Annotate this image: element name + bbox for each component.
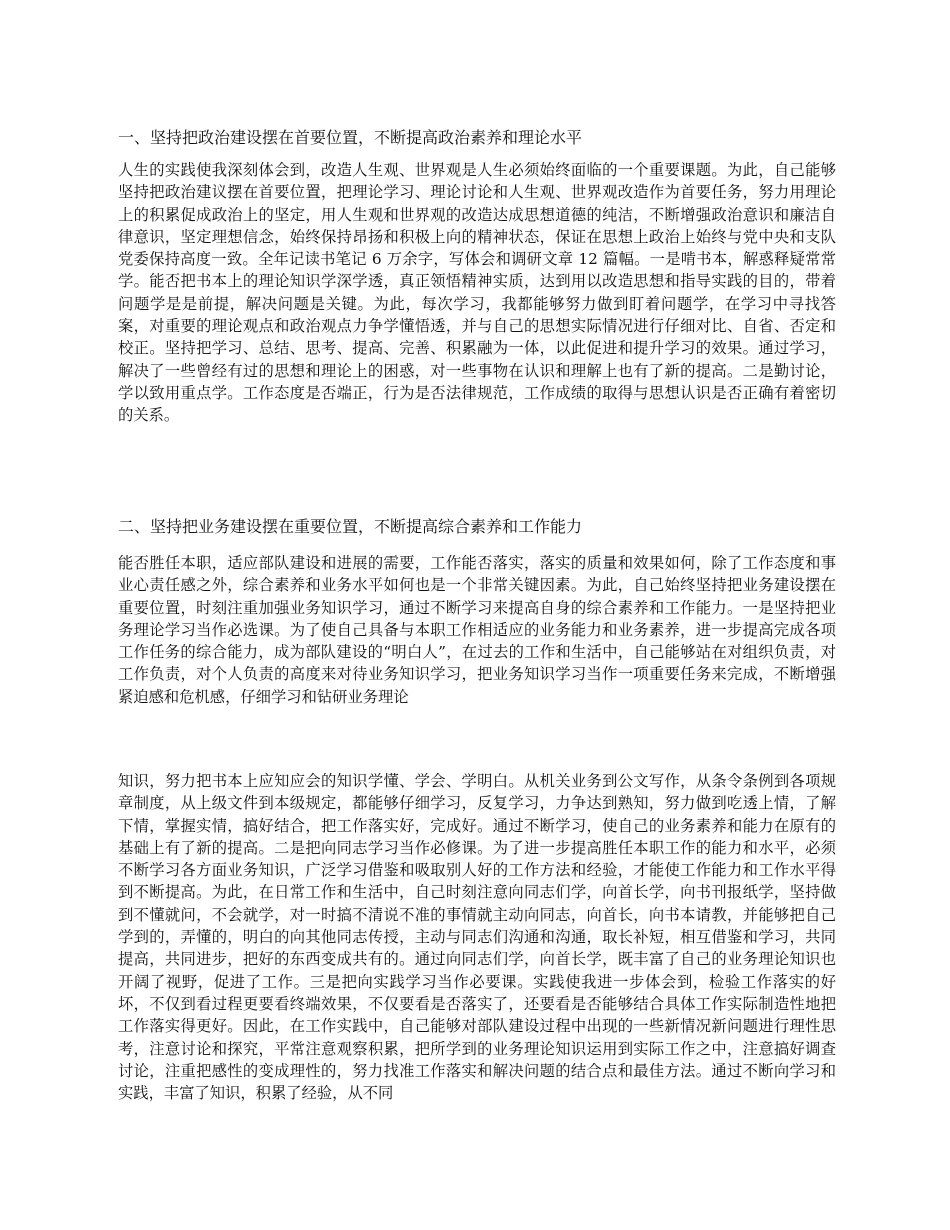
section-2-paragraph-2: 知识，努力把书本上应知应会的知识学懂、学会、学明白。从机关业务到公文写作，从条令条例到各项规章制度，从上级文件到本级规定，都能够仔细学习，反复学习，力争达到熟知，努力做到吃透上情，了解下情，掌握实情，搞好结合，把工作落实好，完成好。通过不断学习，使自己的业务素养和能力在原有的基础上有了新的提高。二是把向同志学习当作必修课。为了进一步提高胜任本职工作的能力和水平，必须不断学习各方面业务知识，广泛学习借鉴和吸取别人好的工作方法和经验，才能使工作能力和工作水平得到不断提高。为此，在日常工作和生活中，自己时刻注意向同志们学，向首长学，向书刊报纸学，坚持做到不懂就问，不会就学，对一时搞不清说不准的事情就主动向同志，向首长，向书本请教，并能够把自己学到的，弄懂的，明白的向其他同志传授，主动与同志们沟通和沟通，取长补短，相互借鉴和学习，共同提高，共同进步，把好的东西变成共有的。通过向同志们学，向首长学，既丰富了自己的业务理论知识也开阔了视野，促进了工作。三是把向实践学习当作必要课。实践使我进一步体会到，检验工作落实的好坏，不仅到看过程更要看终端效果，不仅要看是否落实了，还要看是否能够结合具体工作实际制造性地把工作落实得更好。因此，在工作实践中，自己能够对部队建设过程中出现的一些新情况新问题进行理性思考，注意讨论和探究，平常注意观察积累，把所学到的业务理论知识运用到实际工作之中，注意搞好调查讨论，注重把感性的变成理性的，努力找准工作落实和解决问题的结合点和最佳方法。通过不断向学习和实践，丰富了知识，积累了经验，从不同 bbox=[118, 772, 836, 1103]
section-1-paragraph: 人生的实践使我深刻体会到，改造人生观、世界观是人生必须始终面临的一个重要课题。为此，自己能够坚持把政治建议摆在首要位置，把理论学习、理论讨论和人生观、世界观改造作为首要任务，努力用理论上的积累促成政治上的坚定，用人生观和世界观的改造达成思想道德的纯洁，不断增强政治意识和廉洁自律意识，坚定理想信念，始终保持昂扬和积极上向的精神状态，保证在思想上政治上始终与党中央和支队党委保持高度一致。全年记读书笔记 6 万余字，写体会和调研文章 12 篇幅。一是啃书本，解惑释疑常常学。能否把书本上的理论知识学深学透，真正领悟精神实质，达到用以改造思想和指导实践的目的，带着问题学是是前提，解决问题是关键。为此，每次学习，我都能够努力做到盯着问题学，在学习中寻找答案，对重要的理论观点和政治观点力争学懂悟透，并与自己的思想实际情况进行仔细对比、自省、否定和校正。坚持把学习、总结、思考、提高、完善、积累融为一体，以此促进和提升学习的效果。通过学习，解决了一些曾经有过的思想和理论上的困惑，对一些事物在认识和理解上也有了新的提高。二是勤讨论，学以致用重点学。工作态度是否端正，行为是否法律规范，工作成绩的取得与思想认识是否正确有着密切的关系。 bbox=[118, 161, 836, 425]
section-2-paragraph-1: 能否胜任本职，适应部队建设和进展的需要，工作能否落实，落实的质量和效果如何，除了工作态度和事业心责任感之外，综合素养和业务水平如何也是一个非常关键因素。为此，自己始终坚持把业务建设摆在重要位置，时刻注重加强业务知识学习，通过不断学习来提高自身的综合素养和工作能力。一是坚持把业务理论学习当作必选课。为了使自己具备与本职工作相适应的业务能力和业务素养，进一步提高完成各项工作任务的综合能力，成为部队建设的“明白人”，在过去的工作和生活中，自己能够站在对组织负责，对工作负责，对个人负责的高度来对待业务知识学习，把业务知识学习当作一项重要任务来完成，不断增强紧迫感和危机感，仔细学习和钻研业务理论 bbox=[118, 554, 836, 706]
section-2-heading: 二、坚持把业务建设摆在重要位置，不断提高综合素养和工作能力 bbox=[118, 517, 583, 536]
section-1-heading: 一、坚持把政治建设摆在首要位置，不断提高政治素养和理论水平 bbox=[118, 128, 583, 147]
